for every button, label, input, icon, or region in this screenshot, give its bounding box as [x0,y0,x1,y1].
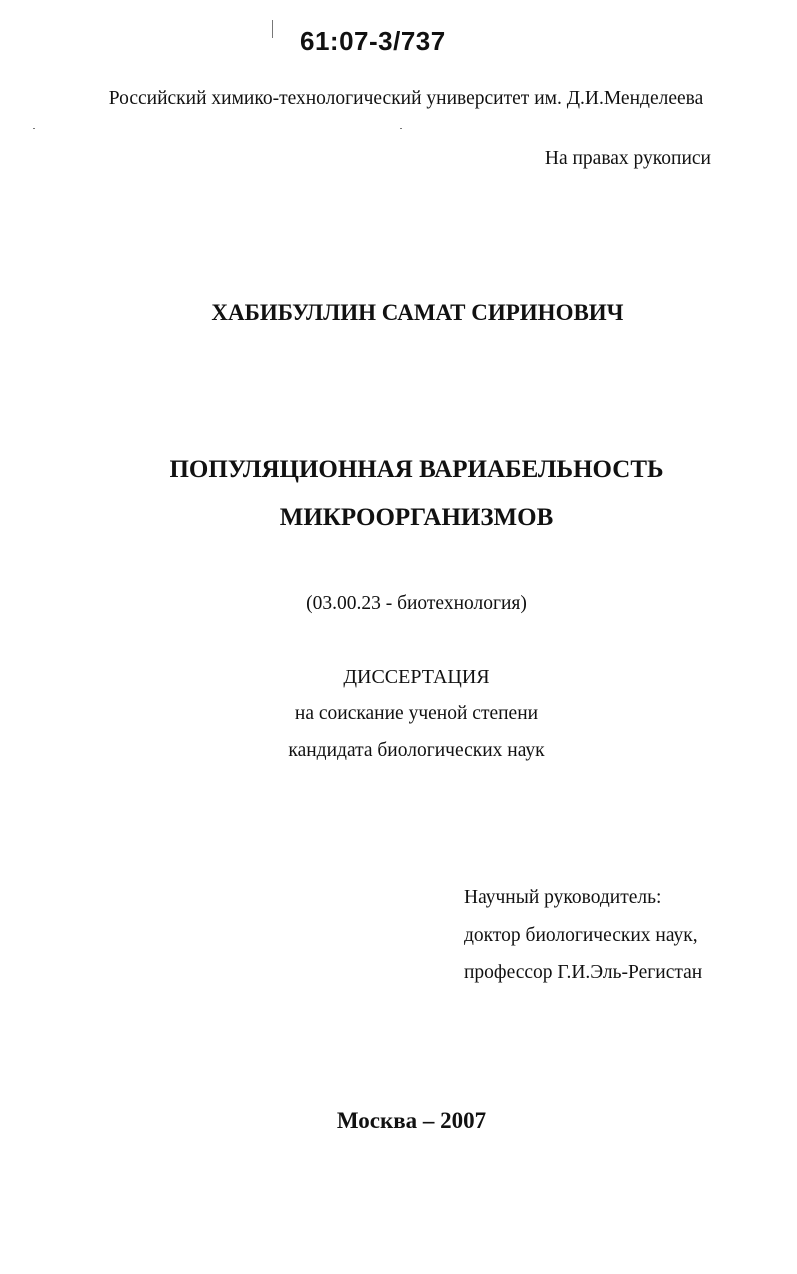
author-name: ХАБИБУЛЛИН САМАТ СИРИНОВИЧ [211,300,624,325]
degree-line-2: кандидата биологических наук [288,740,545,761]
dissertation-title-line-2: МИКРООРГАНИЗМОВ [279,504,554,531]
document-type: ДИССЕРТАЦИЯ [343,666,490,688]
specialty-code: (03.00.23 - биотехнология) [306,593,527,614]
scan-artifact-line [272,20,273,38]
university-name: Российский химико-технологический университет им. Д.И.Менделеева [108,88,704,109]
rights-note: На правах рукописи [544,148,711,169]
supervisor-name: профессор Г.И.Эль-Регистан [464,962,703,983]
city-year: Москва – 2007 [336,1108,487,1133]
scan-artifact-dot [33,128,35,129]
archive-stamp-number: 61:07-3/737 [300,26,446,56]
scan-artifact-dot [400,128,402,129]
supervisor-degree: доктор биологических наук, [464,925,698,946]
supervisor-label: Научный руководитель: [464,887,662,908]
dissertation-title-line-1: ПОПУЛЯЦИОННАЯ ВАРИАБЕЛЬНОСТЬ [169,456,664,483]
degree-line-1: на соискание ученой степени [294,703,539,724]
